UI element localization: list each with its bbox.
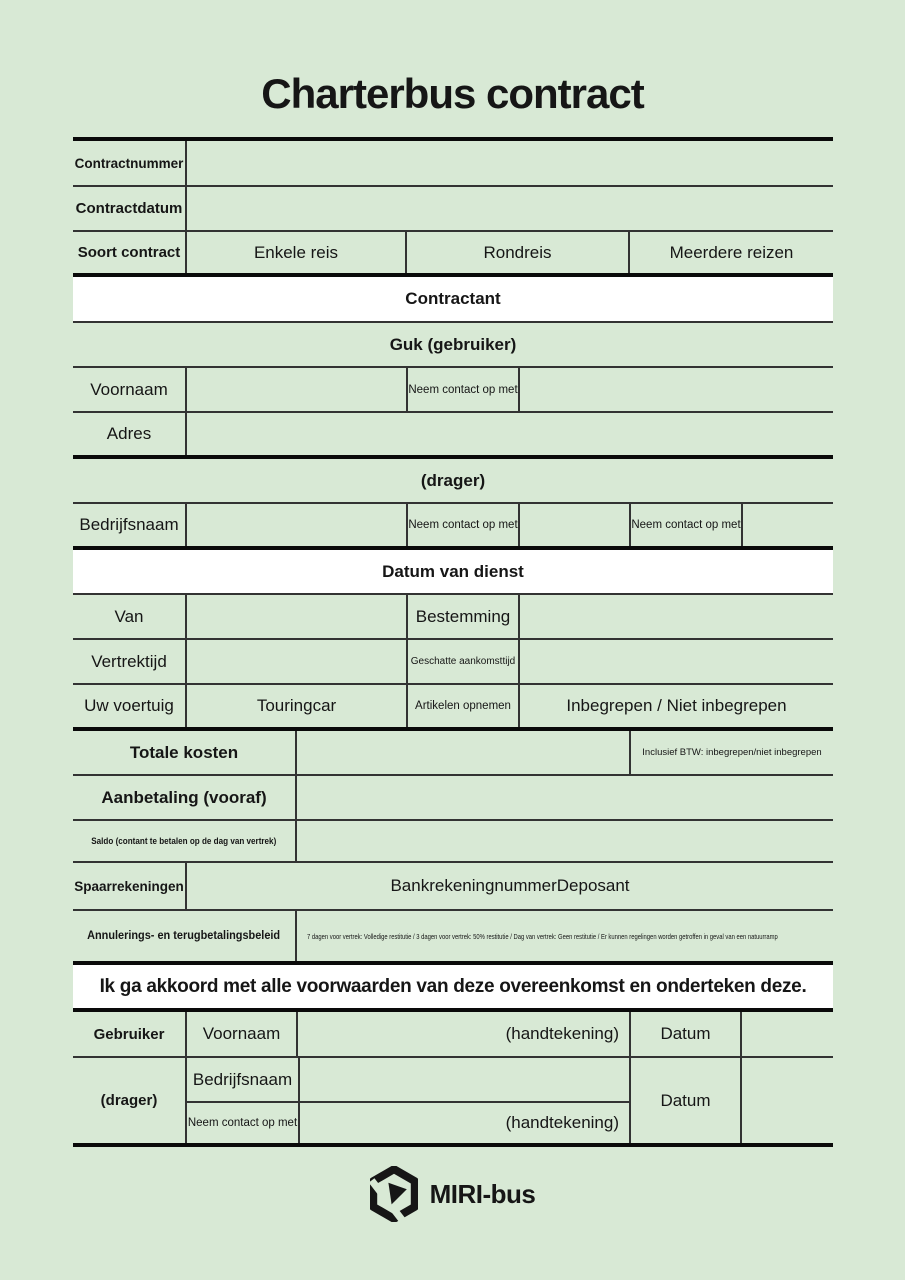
- option-meerdere-reizen[interactable]: Meerdere reizen: [628, 232, 833, 273]
- van-label: Van: [114, 606, 144, 626]
- bestemming-label: Bestemming: [406, 595, 518, 638]
- bedrijfsnaam-input[interactable]: [185, 504, 406, 546]
- drager-bedrijfsnaam-subrow: [187, 1058, 629, 1103]
- aanbetaling-label: Aanbetaling (vooraf): [101, 787, 267, 807]
- saldo-row: [73, 821, 833, 863]
- bankrekening-value[interactable]: BankrekeningnummerDeposant: [185, 863, 833, 909]
- drager-contact-subrow: [187, 1103, 629, 1143]
- totale-kosten-label: Totale kosten: [129, 742, 239, 762]
- gebruiker-sign-label: Gebruiker: [93, 1025, 165, 1043]
- vertrektijd-row: [73, 640, 833, 685]
- gebruiker-voornaam-label: Voornaam: [185, 1012, 296, 1056]
- spaarrekeningen-row: [73, 863, 833, 911]
- drager-handtekening-field[interactable]: (handtekening): [298, 1103, 629, 1143]
- aankomsttijd-label: Geschatte aankomsttijd: [406, 640, 518, 683]
- bestemming-input[interactable]: [518, 595, 833, 638]
- vertrektijd-label: Vertrektijd: [91, 651, 167, 671]
- drager-sign-contact-label: Neem contact op met: [187, 1117, 298, 1129]
- btw-note: Inclusief BTW: inbegrepen/niet inbegrepen: [629, 731, 833, 774]
- gebruiker-handtekening-field[interactable]: (handtekening): [296, 1012, 629, 1056]
- option-rondreis[interactable]: Rondreis: [405, 232, 628, 273]
- drager-bedrijfsnaam-input[interactable]: [298, 1058, 629, 1101]
- vertrektijd-input[interactable]: [185, 640, 406, 683]
- drager-header: (drager): [420, 470, 486, 490]
- saldo-input[interactable]: [295, 821, 833, 861]
- voertuig-label: Uw voertuig: [84, 696, 174, 715]
- annulering-label: Annulerings- en terugbetalingsbeleid: [87, 930, 281, 942]
- brand-name: MIRI-bus: [429, 1178, 536, 1209]
- contractdatum-input[interactable]: [185, 187, 833, 230]
- dienst-header: Datum van dienst: [382, 561, 524, 581]
- saldo-label-cell: [73, 821, 295, 861]
- aankomsttijd-input[interactable]: [518, 640, 833, 683]
- drager-signature-middle: [185, 1058, 629, 1143]
- akkoord-banner: [73, 965, 833, 1012]
- soort-contract-label: Soort contract: [77, 244, 181, 261]
- gebruiker-contact-label: Neem contact op met: [406, 368, 518, 411]
- drager-contact-label-1: Neem contact op met: [406, 504, 518, 546]
- adres-label: Adres: [106, 424, 152, 443]
- drager-sign-label: (drager): [100, 1092, 158, 1109]
- dienst-banner: [73, 550, 833, 595]
- miri-bus-logo-icon: [370, 1166, 418, 1222]
- bedrijfsnaam-label: Bedrijfsnaam: [79, 515, 179, 534]
- voertuig-value[interactable]: Touringcar: [185, 685, 406, 727]
- contractnummer-row: [73, 141, 833, 187]
- gebruiker-contact-input[interactable]: [518, 368, 833, 411]
- contractnummer-label: Contractnummer: [74, 155, 184, 171]
- drager-contact-input-1[interactable]: [518, 504, 629, 546]
- page-title: Charterbus contract: [261, 70, 644, 117]
- drager-bedrijfsnaam-label: Bedrijfsnaam: [192, 1069, 293, 1089]
- drager-contact-input-2[interactable]: [741, 504, 833, 546]
- contract-table: [73, 137, 833, 1147]
- option-enkele-reis[interactable]: Enkele reis: [185, 232, 405, 273]
- adres-row: [73, 413, 833, 459]
- drager-datum-input[interactable]: [740, 1058, 833, 1143]
- drager-signature-block: [73, 1058, 833, 1147]
- aanbetaling-input[interactable]: [295, 776, 833, 819]
- annulering-policy-cell: [295, 911, 833, 961]
- gebruiker-header: Guk (gebruiker): [389, 334, 517, 354]
- spaarrekeningen-label: Spaarrekeningen: [74, 878, 184, 894]
- annulering-label-cell: [73, 911, 295, 961]
- annulering-row: [73, 911, 833, 965]
- bedrijfsnaam-row: [73, 504, 833, 550]
- van-row: [73, 595, 833, 640]
- inbegrepen-value[interactable]: Inbegrepen / Niet inbegrepen: [518, 685, 833, 727]
- gebruiker-header-row: [73, 323, 833, 368]
- totale-kosten-row: [73, 731, 833, 776]
- contractdatum-row: [73, 187, 833, 232]
- footer: [0, 1166, 905, 1222]
- artikelen-label: Artikelen opnemen: [406, 685, 518, 727]
- contractant-banner: [73, 277, 833, 323]
- gebruiker-datum-input[interactable]: [740, 1012, 833, 1056]
- adres-input[interactable]: [185, 413, 833, 455]
- aanbetaling-row: [73, 776, 833, 821]
- voornaam-input[interactable]: [185, 368, 406, 411]
- saldo-label: Saldo (contant te betalen op de dag van vertrek): [91, 836, 277, 846]
- voornaam-label: Voornaam: [90, 379, 168, 399]
- gebruiker-signature-row: [73, 1012, 833, 1058]
- van-input[interactable]: [185, 595, 406, 638]
- contractdatum-label: Contractdatum: [75, 200, 183, 217]
- contractant-header: Contractant: [405, 289, 501, 308]
- voertuig-row: [73, 685, 833, 731]
- contractnummer-input[interactable]: [185, 141, 833, 185]
- annulering-policy-text: 7 dagen voor vertrek: Volledige restitutie / 3 dagen voor vertrek: 50% restitutie / Dag van vertrek: Geen restitutie / Er kunnen regelingen worden getroffen in geval van een natuurramp: [307, 931, 778, 941]
- drager-contact-label-2: Neem contact op met: [629, 504, 741, 546]
- drager-header-row: [73, 459, 833, 504]
- drager-datum-label: Datum: [629, 1058, 740, 1143]
- akkoord-verklaring: Ik ga akkoord met alle voorwaarden van deze overeenkomst en onderteken deze.: [99, 975, 807, 997]
- voornaam-row: [73, 368, 833, 413]
- gebruiker-datum-label: Datum: [629, 1012, 740, 1056]
- totale-kosten-input[interactable]: [295, 731, 629, 774]
- soort-contract-row: [73, 232, 833, 277]
